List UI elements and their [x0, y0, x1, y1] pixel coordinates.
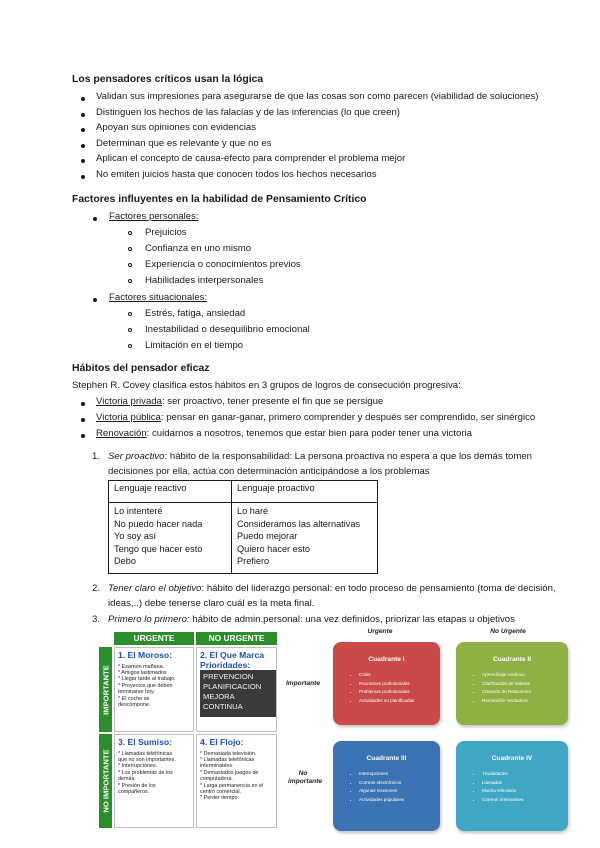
bullet-ring — [128, 279, 132, 283]
proactive-phrase: Quiero hacer esto — [237, 543, 311, 554]
bullet-dot — [81, 128, 85, 132]
table-header-row — [109, 481, 378, 503]
grid-cell-body: * Llamadas telefónicas que no son importantes. * Interrupciones. * Los problemas de los demás. * Presión de los compañeros. — [118, 750, 176, 795]
quadrant-title: Cuadrante III — [366, 755, 407, 762]
table-header-proactive: Lenguaje proactivo — [232, 481, 378, 503]
bullet-ring — [128, 263, 132, 267]
numbered-1-number: 1. — [92, 451, 101, 462]
grid-cell-sumiso — [114, 734, 194, 828]
quadrant-list — [456, 671, 568, 705]
grid-cell-prioridades — [196, 647, 277, 732]
reactive-phrase: Yo soy así — [114, 531, 157, 542]
proactive-phrase: Puedo mejorar — [237, 531, 298, 542]
quadrant-bullet: • Trivialidades — [482, 770, 568, 779]
personales-item: Prejuicios — [145, 227, 187, 238]
bullet-ring — [128, 247, 132, 251]
habit-group-term: Renovación — [96, 428, 147, 439]
quad-row-label-no-importante: No importante — [288, 770, 323, 785]
habit-group-term: Victoria privada — [96, 396, 162, 407]
numbered-2-number: 2. — [92, 583, 101, 594]
bullet-dot — [93, 298, 97, 302]
quadrant-4 — [456, 741, 568, 831]
quadrant-bullet: • Correos electrónicos — [359, 779, 440, 788]
bullet-ring — [128, 231, 132, 235]
covey-grid-image — [99, 632, 277, 828]
quadrant-3 — [333, 741, 440, 831]
quadrant-list — [333, 770, 440, 804]
factores-situacionales-label: Factores situacionales: — [109, 292, 208, 303]
grid-cell-title: 4. El Flojo: — [200, 737, 244, 747]
section-title-logica: Los pensadores críticos usan la lógica — [72, 74, 264, 85]
bullet-dot — [81, 144, 85, 148]
logica-item: Apoyan sus opiniones con evidencias — [96, 122, 257, 134]
logica-item: No emiten juicios hasta que conocen todos los hechos necesarios — [96, 169, 377, 180]
bullet-dot — [81, 113, 85, 117]
quadrant-bullet: • Aprendizaje continuo — [482, 671, 568, 680]
reactive-phrase: Lo intenteré — [114, 506, 163, 516]
bullet-dot — [81, 434, 85, 438]
numbered-text: : hábito del liderazgo personal: en todo proceso de pensamiento (toma de decisión, — [201, 583, 556, 594]
reactive-phrase: No puedo hacer nada — [114, 518, 203, 529]
numbered-3-line1 — [108, 614, 515, 626]
grid-row-header-label: IMPORTANTE — [101, 664, 110, 715]
bullet-dot — [81, 175, 85, 179]
reactive-cell — [109, 503, 232, 574]
habit-group-text: : ser proactivo, tener presente el fin que se persigue — [161, 396, 384, 407]
quad-row-label-importante: Importante — [285, 680, 321, 687]
language-table — [108, 480, 378, 574]
logica-item: Aplican el concepto de causa-efecto para comprender el problema mejor — [96, 153, 406, 165]
grid-row-header-no-importante — [99, 734, 112, 828]
proactive-cell — [232, 503, 378, 574]
grid-cell-body: * Demasiada televisión. * Llamadas telefónicas interminables. * Demasiados juegos de computadora. * Larga permanencia en el centro comercial. * Perder tiempo. — [200, 750, 264, 802]
situacionales-item: Limitación en el tiempo — [145, 340, 244, 351]
habit-group-term: Victoria pública — [96, 412, 161, 423]
quadrant-title: Cuadrante IV — [491, 755, 533, 762]
logica-item: Determinan que es relevante y que no es — [96, 137, 272, 149]
bullet-ring — [128, 344, 132, 348]
quadrant-bullet: • Interrupciones — [359, 770, 440, 779]
quadrant-bullet: • Mucha televisión — [482, 787, 568, 796]
table-header-reactive: Lenguaje reactivo — [109, 481, 232, 503]
proactive-phrase: Consideramos las alternativas — [237, 518, 361, 529]
bullet-ring — [128, 312, 132, 316]
grid-row-header-importante — [99, 647, 112, 732]
logica-item: Validan sus impresiones para asegurarse de que las cosas son como parecen (viabilidad de soluciones) — [96, 91, 539, 102]
quadrant-1 — [333, 642, 440, 725]
bullet-dot — [81, 97, 85, 101]
grid-cell-title: 3. El Sumiso: — [118, 737, 172, 747]
proactive-phrase: Prefiero — [237, 556, 270, 567]
quadrant-bullet: • Problemas profesionales — [359, 688, 440, 697]
numbered-3-number: 3. — [92, 614, 101, 625]
numbered-2-line2: ideas,..) debe tenerse claro cuál es la meta final. — [108, 598, 315, 609]
quad-col-label-no-urgente: No Urgente — [490, 628, 526, 635]
quadrant-bullet: • Reuniones profesionales — [359, 680, 440, 689]
factores-personales-label: Factores personales: — [109, 211, 199, 222]
quadrant-title: Cuadrante I — [368, 656, 405, 663]
numbered-term: Tener claro el objetivo — [108, 583, 202, 594]
numbered-text: hábito de admin.personal: una vez definidos, priorizar las etapas u objetivos — [189, 614, 515, 625]
numbered-1-line1 — [108, 451, 532, 463]
quadrant-list — [333, 671, 440, 705]
quadrant-bullet: • Actividades populares — [359, 796, 440, 805]
situacionales-item: Inestabilidad o desequilibrio emocional — [145, 324, 310, 335]
numbered-1-line2: decisiones por ella, actúa con determinación anticipándose a los problemas — [108, 466, 430, 477]
habit-group-text: : pensar en ganar-ganar, primero comprender y después ser comprendido, ser sinérgico — [160, 412, 536, 423]
quadrant-bullet: • Crisis — [359, 671, 440, 680]
quadrant-bullet: • Llamadas — [482, 779, 568, 788]
reactive-phrase: Tengo que hacer esto — [114, 543, 203, 554]
quad-col-label-urgente: Urgente — [367, 628, 393, 635]
quadrant-title: Cuadrante II — [492, 656, 532, 663]
habit-group-renovacion — [96, 428, 472, 440]
personales-item: Habilidades interpersonales — [145, 275, 264, 286]
logica-item: Distinguen los hechos de las falacias y de las inferencias (lo que creen) — [96, 106, 400, 118]
quadrant-bullet: • Actividades no planificadas — [359, 697, 440, 706]
numbered-term: Ser proactivo: — [108, 451, 168, 462]
bullet-ring — [128, 328, 132, 332]
grid-cell-moroso — [114, 647, 194, 732]
habit-group-text: : cuidarnos a nosotros, tenemos que estar bien para poder tener una victoria — [146, 428, 472, 439]
habit-group-publica — [96, 412, 535, 424]
personales-item: Confianza en uno mismo — [145, 243, 252, 254]
numbered-text: hábito de la responsabilidad: La persona proactiva no espera a que los demás tomen — [167, 451, 533, 462]
bullet-dot — [81, 402, 85, 406]
grid-cell-flojo — [196, 734, 277, 828]
quadrant-bullet: • Algunas reuniones — [359, 787, 440, 796]
quadrant-bullet: • Recreación Verdadera — [482, 697, 568, 706]
quadrant-list — [456, 770, 568, 804]
situacionales-item: Estrés, fatiga, ansiedad — [145, 308, 246, 319]
bullet-dot — [81, 159, 85, 163]
grid-cell-body: * Exarnon mañana. * Amigos lastimados * Llegar tarde al trabajo. * Proyectos que deben terminarse hoy. * El coche se descompone. — [118, 663, 176, 708]
section-title-factores: Factores influyentes en la habilidad de Pensamiento Crítico — [72, 194, 367, 205]
numbered-2-line1 — [108, 583, 556, 595]
bullet-dot — [81, 418, 85, 422]
habitos-intro: Stephen R. Covey clasifica estos hábitos en 3 grupos de logros de consecución progresiva: — [72, 380, 461, 391]
section-title-habitos: Hábitos del pensador eficaz — [72, 363, 210, 374]
grid-col-header-urgente: URGENTE — [114, 632, 194, 645]
proactive-phrase: Lo haré — [237, 506, 269, 516]
quadrant-bullet: • Clarificación de Valores — [482, 680, 568, 689]
grid-row-header-label: NO IMPORTANTE — [101, 749, 110, 813]
grid-cell-title: 1. El Moroso: — [118, 650, 172, 660]
quadrant-bullet: • Creación de Relaciones — [482, 688, 568, 697]
bullet-dot — [93, 217, 97, 221]
table-row — [109, 503, 378, 574]
personales-item: Experiencia o conocimientos previos — [145, 259, 301, 270]
reactive-phrase: Debo — [114, 556, 136, 567]
numbered-term: Primero lo primero: — [108, 614, 190, 625]
quadrant-2 — [456, 642, 568, 725]
habit-group-privada — [96, 396, 383, 408]
grid-cell-dark-box: PREVENCION PLANIFICACION MEJORA CONTINUA — [200, 670, 276, 717]
grid-col-header-no-urgente: NO URGENTE — [196, 632, 277, 645]
quadrant-bullet: • Correos irrelevantes — [482, 796, 568, 805]
grid-cell-title: 2. El Que Marca Prioridades: — [200, 650, 265, 670]
